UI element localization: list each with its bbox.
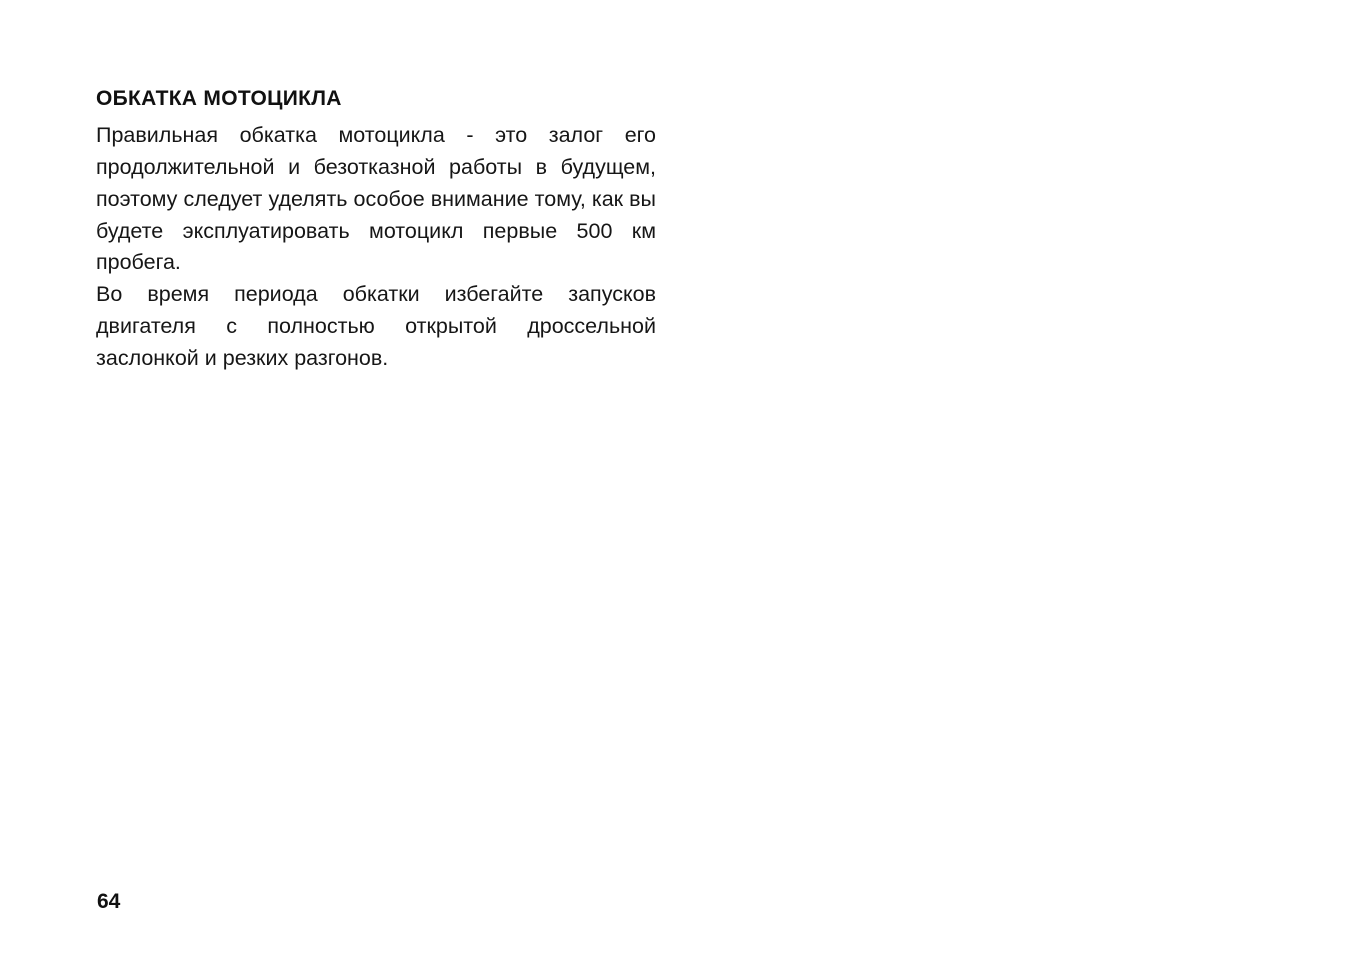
page-title: ОБКАТКА МОТОЦИКЛА [96,87,342,110]
page-content [96,86,656,375]
page-number: 64 [97,890,121,913]
body-paragraph-1: Правильная обкатка мотоцикла - это залог его продолжительной и безотказной работы в будущем, поэтому следует уделять особое внимание тому, как вы будете эксплуатировать мотоцикл первые 500 км пробега. [96,123,656,275]
body-paragraph-2: Во время периода обкатки избегайте запусков двигателя с полностью открытой дроссельной заслонкой и резких разгонов. [96,282,656,370]
